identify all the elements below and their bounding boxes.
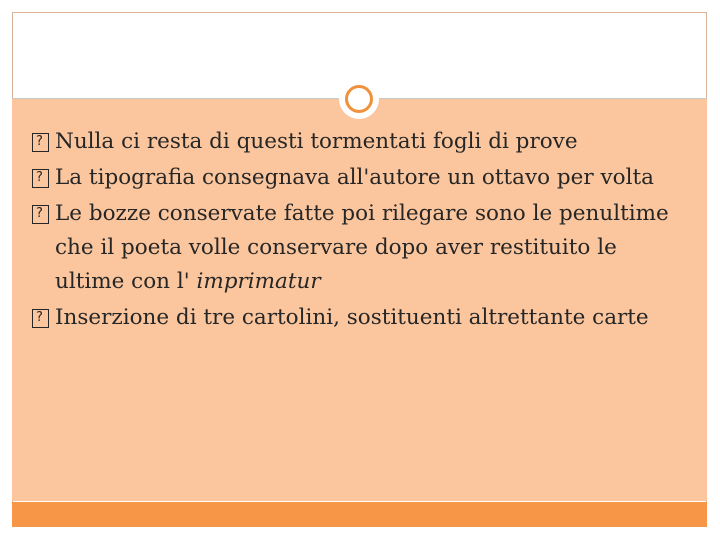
bottom-accent-bar <box>12 502 707 527</box>
bullet-text: La tipografia consegnava all'autore un ottavo per volta <box>55 165 654 190</box>
bullet-text: Nulla ci resta di questi tormentati fogli di prove <box>55 129 578 154</box>
bullet-item <box>32 197 672 299</box>
missing-glyph-bullet-icon <box>32 309 49 328</box>
missing-glyph-bullet-icon <box>32 169 49 188</box>
missing-glyph-bullet-icon <box>32 205 49 224</box>
divider-circle-icon <box>339 79 379 119</box>
bullet-item <box>32 161 672 195</box>
missing-glyph-bullet-icon <box>32 133 49 152</box>
bullet-item <box>32 301 672 335</box>
bullet-emphasis: imprimatur <box>196 269 321 294</box>
bullet-list <box>32 125 672 337</box>
bullet-text: Inserzione di tre cartolini, sostituenti altrettante carte <box>55 305 649 330</box>
bullet-text: Le bozze conservate fatte poi rilegare sono le penultime che il poeta volle conservare dopo aver restituito le ultime con l' <box>55 201 669 294</box>
bullet-item <box>32 125 672 159</box>
